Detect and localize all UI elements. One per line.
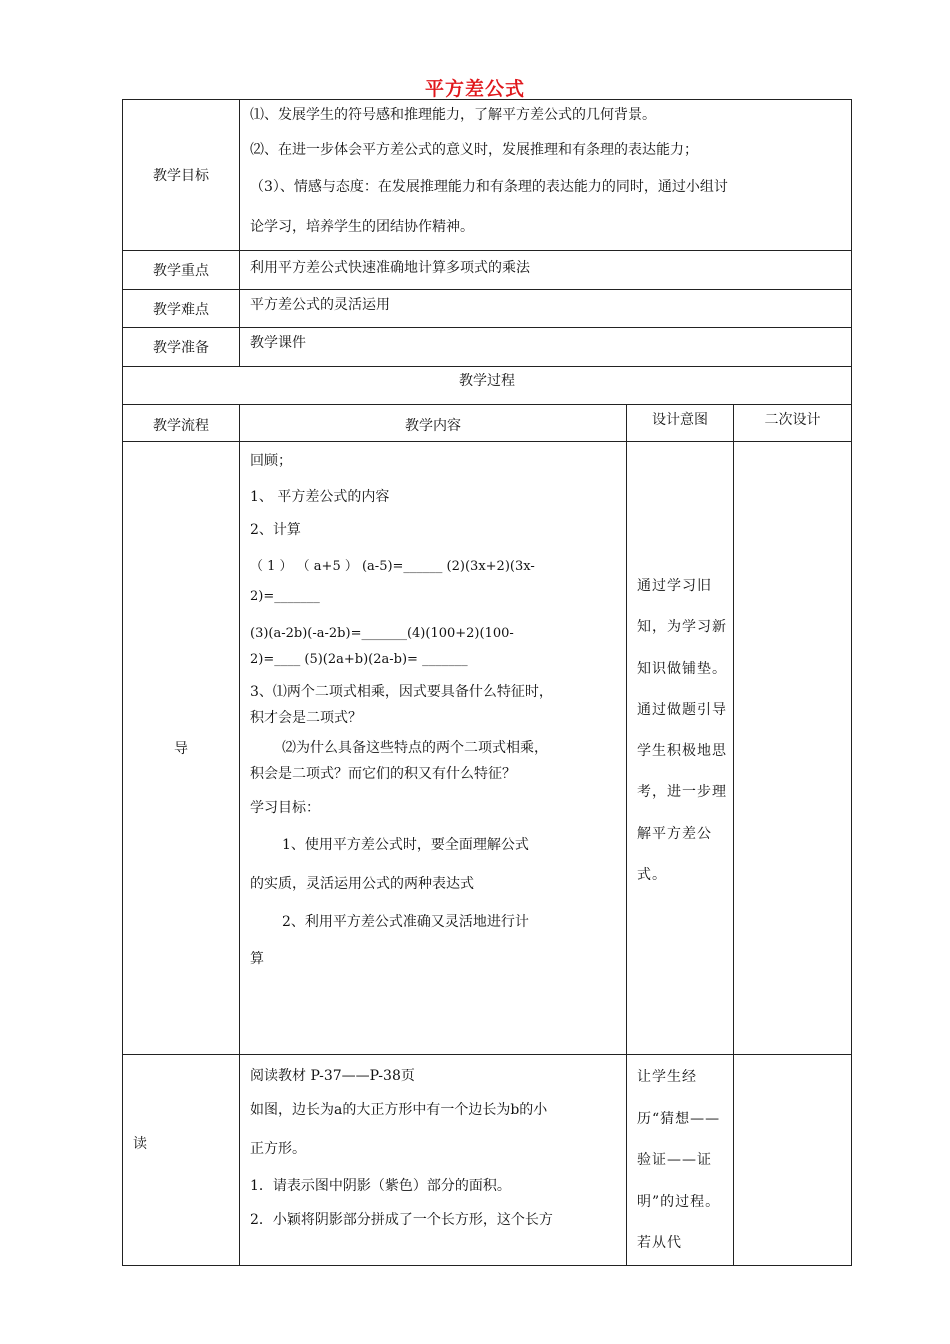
read-line: 1．请表示图中阴影（紫色）部分的面积。 bbox=[250, 1178, 511, 1194]
key-content: 利用平方差公式快速准确地计算多项式的乘法 bbox=[240, 251, 852, 290]
guide-line: ⑵为什么具备这些特点的两个二项式相乘， bbox=[282, 740, 548, 756]
lesson-plan-table bbox=[122, 99, 852, 1266]
prep-content: 教学课件 bbox=[240, 328, 852, 367]
read-line: 正方形。 bbox=[250, 1141, 306, 1157]
column-header-row bbox=[123, 405, 852, 442]
read-second-design bbox=[734, 1055, 852, 1266]
goal-line-2: ⑵、在进一步体会平方差公式的意义时，发展推理和有条理的表达能力； bbox=[250, 142, 698, 158]
col-second-header: 二次设计 bbox=[734, 405, 852, 442]
difficult-label: 教学难点 bbox=[123, 290, 240, 328]
key-row bbox=[123, 251, 852, 290]
guide-line: (3)(a-2b)(-a-2b)=_______(4)(100+2)(100- bbox=[250, 626, 514, 641]
read-intent: 让学生经历“猜想——验证——证明”的过程。若从代 bbox=[627, 1055, 734, 1266]
col-intent-header: 设计意图 bbox=[627, 405, 734, 442]
guide-line: （ 1 ） （ a+5 ） (a-5)=______ (2)(3x+2)(3x- bbox=[250, 559, 535, 574]
guide-line: 2、利用平方差公式准确又灵活地进行计 bbox=[282, 914, 529, 930]
process-heading: 教学过程 bbox=[123, 367, 852, 405]
guide-label: 导 bbox=[123, 442, 240, 1055]
read-row bbox=[123, 1055, 852, 1266]
goals-row bbox=[123, 100, 852, 251]
guide-line: 的实质，灵活运用公式的两种表达式 bbox=[250, 876, 474, 892]
goals-content bbox=[240, 100, 852, 251]
guide-line: 2)=_______ bbox=[250, 589, 320, 604]
process-row bbox=[123, 367, 852, 405]
guide-second-design bbox=[734, 442, 852, 1055]
difficult-content: 平方差公式的灵活运用 bbox=[240, 290, 852, 328]
prep-label: 教学准备 bbox=[123, 328, 240, 367]
read-line: 如图，边长为a的大正方形中有一个边长为b的小 bbox=[250, 1102, 548, 1118]
guide-content bbox=[240, 442, 627, 1055]
guide-line: 积才会是二项式？ bbox=[250, 710, 362, 726]
goal-line-1: ⑴、发展学生的符号感和推理能力，了解平方差公式的几何背景。 bbox=[250, 107, 656, 123]
goal-line-3: （3）、情感与态度：在发展推理能力和有条理的表达能力的同时，通过小组讨 bbox=[250, 179, 728, 195]
prep-row bbox=[123, 328, 852, 367]
guide-line: 积会是二项式？而它们的积又有什么特征？ bbox=[250, 766, 516, 782]
goal-line-4: 论学习，培养学生的团结协作精神。 bbox=[250, 219, 474, 235]
guide-line: 1、 平方差公式的内容 bbox=[250, 489, 390, 505]
guide-line: 回顾； bbox=[250, 453, 292, 469]
page-title: 平方差公式 bbox=[424, 78, 525, 100]
read-content bbox=[240, 1055, 627, 1266]
guide-line: 2)=____ (5)(2a+b)(2a-b)= _______ bbox=[250, 652, 468, 667]
guide-row bbox=[123, 442, 852, 1055]
guide-intent: 通过学习旧知，为学习新知识做铺垫。通过做题引导学生积极地思考，进一步理解平方差公式。 bbox=[627, 442, 734, 1055]
read-line: 阅读教材 P-37——P-38页 bbox=[250, 1068, 415, 1084]
difficult-row bbox=[123, 290, 852, 328]
key-label: 教学重点 bbox=[123, 251, 240, 290]
guide-line: 3、⑴两个二项式相乘，因式要具备什么特征时， bbox=[250, 684, 553, 700]
read-line: 2．小颖将阴影部分拼成了一个长方形，这个长方 bbox=[250, 1212, 553, 1228]
goals-label: 教学目标 bbox=[123, 100, 240, 251]
guide-line: 算 bbox=[250, 951, 264, 967]
guide-line: 1、使用平方差公式时，要全面理解公式 bbox=[282, 837, 529, 853]
col-flow-header: 教学流程 bbox=[123, 405, 240, 442]
read-label: 读 bbox=[123, 1055, 240, 1266]
col-content-header: 教学内容 bbox=[240, 405, 627, 442]
guide-line: 学习目标： bbox=[250, 800, 320, 816]
guide-line: 2、计算 bbox=[250, 522, 301, 538]
